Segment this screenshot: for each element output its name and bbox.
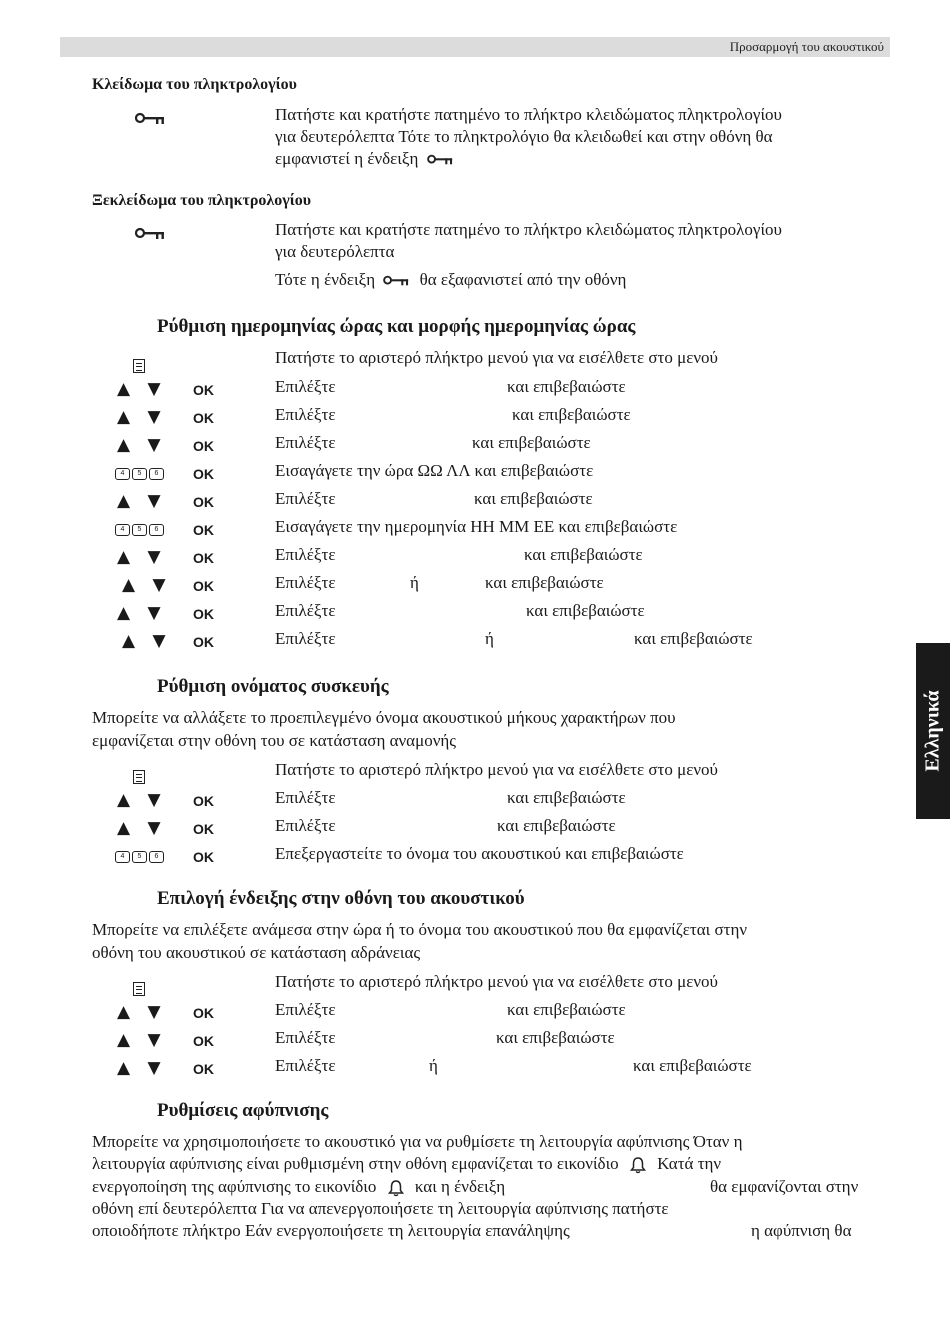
step-select: Επιλέξτε	[275, 816, 336, 835]
key-icon	[135, 112, 167, 126]
step-select: Επιλέξτε	[275, 1056, 336, 1075]
step-select: Επιλέξτε	[275, 573, 336, 592]
display-heading: Επιλογή ένδειξης στην οθόνη του ακουστικού	[157, 888, 525, 909]
display-intro-1: Μπορείτε να επιλέξετε ανάμεσα στην ώρα ή το όνομα του ακουστικού που θα εμφανίζεται στην	[92, 920, 748, 939]
enter-date-text: Εισαγάγετε την ημερομηνία ΗΗ ΜΜ ΕΕ και επιβεβαιώστε	[275, 517, 678, 536]
alarm-p2b: Κατά την	[657, 1154, 722, 1173]
keypad-icon	[115, 851, 164, 863]
lock-line-3-text: εμφανιστεί η ένδειξη	[275, 149, 419, 168]
step-select: Επιλέξτε	[275, 405, 336, 424]
step-or: ή	[429, 1056, 438, 1075]
keypad-key: 5	[132, 851, 147, 863]
alarm-paragraph-line-4: οθόνη επί δευτερόλεπτα Για να απενεργοποιήσετε τη λειτουργία αφύπνισης πατήστε	[92, 1199, 669, 1218]
lock-heading: Κλείδωμα του πληκτρολογίου	[92, 76, 297, 93]
key-icon	[383, 275, 411, 287]
display-intro-2: οθόνη του ακουστικού σε κατάσταση αδράνειας	[92, 943, 421, 962]
step-select: Επιλέξτε	[275, 629, 336, 648]
up-down-arrows-icon: ▲ ▼	[117, 790, 167, 810]
keypad-key: 4	[115, 851, 130, 863]
step-select: Επιλέξτε	[275, 377, 336, 396]
alarm-paragraph-line-1: Μπορείτε να χρησιμοποιήσετε το ακουστικό για να ρυθμίσετε τη λειτουργία αφύπνισης Όταν η	[92, 1132, 743, 1151]
up-down-arrows-icon: ▲ ▼	[117, 1058, 167, 1078]
up-down-arrows-icon: ▲ ▼	[117, 491, 167, 511]
keypad-icon	[115, 468, 164, 480]
up-down-arrows-icon: ▲ ▼	[122, 575, 172, 595]
step-select: Επιλέξτε	[275, 1028, 336, 1047]
alarm-p2a: λειτουργία αφύπνισης είναι ρυθμισμένη στην οθόνη εμφανίζεται το εικονίδιο	[92, 1154, 619, 1173]
ok-key-icon: OK	[193, 410, 214, 426]
keypad-key: 4	[115, 468, 130, 480]
unlock-line-3	[275, 269, 626, 291]
step-confirm: και επιβεβαιώστε	[474, 489, 593, 508]
ok-key-icon: OK	[193, 438, 214, 454]
step-confirm: και επιβεβαιώστε	[507, 788, 626, 807]
lock-line-1: Πατήστε και κρατήστε πατημένο το πλήκτρο κλειδώματος πληκτρολογίου	[275, 105, 782, 124]
step-or: ή	[410, 573, 419, 592]
display-menu-text: Πατήστε το αριστερό πλήκτρο μενού για να εισέλθετε στο μενού	[275, 972, 718, 991]
device-name-heading: Ρύθμιση ονόματος συσκευής	[157, 676, 389, 697]
keypad-key: 4	[115, 524, 130, 536]
lock-line-3	[275, 148, 459, 170]
step-confirm: και επιβεβαιώστε	[633, 1056, 752, 1075]
up-down-arrows-icon: ▲ ▼	[117, 818, 167, 838]
keypad-key: 6	[149, 524, 164, 536]
step-select: Επιλέξτε	[275, 545, 336, 564]
edit-name-text: Επεξεργαστείτε το όνομα του ακουστικού και επιβεβαιώστε	[275, 844, 684, 863]
ok-key-icon: OK	[193, 793, 214, 809]
ok-key-icon: OK	[193, 1061, 214, 1077]
step-select: Επιλέξτε	[275, 433, 336, 452]
alarm-p3b: και η ένδειξη	[414, 1177, 506, 1196]
alarm-p3a: ενεργοποίηση της αφύπνισης το εικονίδιο	[92, 1177, 377, 1196]
ok-key-icon: OK	[193, 578, 214, 594]
ok-key-icon: OK	[193, 821, 214, 837]
unlock-line-1: Πατήστε και κρατήστε πατημένο το πλήκτρο κλειδώματος πληκτρολογίου	[275, 220, 782, 239]
step-confirm: και επιβεβαιώστε	[512, 405, 631, 424]
language-tab	[916, 643, 950, 819]
bell-icon	[387, 1179, 405, 1197]
step-or: ή	[485, 629, 494, 648]
alarm-p3c: θα εμφανίζονται στην	[710, 1177, 859, 1196]
alarm-paragraph-line-2	[92, 1153, 721, 1175]
step-select: Επιλέξτε	[275, 1000, 336, 1019]
step-select: Επιλέξτε	[275, 601, 336, 620]
step-confirm: και επιβεβαιώστε	[526, 601, 645, 620]
language-tab-label: Ελληνικά	[921, 690, 944, 772]
up-down-arrows-icon: ▲ ▼	[117, 603, 167, 623]
menu-icon	[133, 982, 145, 996]
unlock-line-3b: θα εξαφανιστεί από την οθόνη	[419, 270, 627, 289]
step-select: Επιλέξτε	[275, 489, 336, 508]
alarm-paragraph-line-3	[92, 1176, 505, 1198]
keypad-key: 5	[132, 468, 147, 480]
step-confirm: και επιβεβαιώστε	[485, 573, 604, 592]
ok-key-icon: OK	[193, 634, 214, 650]
header-bar	[60, 37, 890, 57]
lock-line-2: για δευτερόλεπτα Τότε το πληκτρολόγιο θα κλειδωθεί και στην οθόνη θα	[275, 127, 773, 146]
alarm-paragraph-line-5: οποιοδήποτε πλήκτρο Εάν ενεργοποιήσετε τη λειτουργία επανάληψης	[92, 1221, 570, 1240]
datetime-menu-text: Πατήστε το αριστερό πλήκτρο μενού για να εισέλθετε στο μενού	[275, 348, 718, 367]
unlock-line-2: για δευτερόλεπτα	[275, 242, 395, 261]
alarm-p5b: η αφύπνιση θα	[751, 1221, 852, 1240]
menu-icon	[133, 770, 145, 784]
step-confirm: και επιβεβαιώστε	[507, 1000, 626, 1019]
step-confirm: και επιβεβαιώστε	[507, 377, 626, 396]
key-icon	[135, 227, 167, 241]
ok-key-icon: OK	[193, 849, 214, 865]
keypad-key: 6	[149, 851, 164, 863]
key-icon	[427, 154, 455, 166]
up-down-arrows-icon: ▲ ▼	[117, 435, 167, 455]
alarm-heading: Ρυθμίσεις αφύπνισης	[157, 1100, 329, 1121]
ok-key-icon: OK	[193, 606, 214, 622]
ok-key-icon: OK	[193, 1033, 214, 1049]
step-confirm: και επιβεβαιώστε	[497, 816, 616, 835]
step-select: Επιλέξτε	[275, 788, 336, 807]
up-down-arrows-icon: ▲ ▼	[122, 631, 172, 651]
step-confirm: και επιβεβαιώστε	[472, 433, 591, 452]
step-confirm: και επιβεβαιώστε	[496, 1028, 615, 1047]
device-name-intro-2: εμφανίζεται στην οθόνη του σε κατάσταση αναμονής	[92, 731, 457, 750]
enter-time-text: Εισαγάγετε την ώρα ΩΩ ΛΛ και επιβεβαιώστε	[275, 461, 594, 480]
menu-icon	[133, 359, 145, 373]
ok-key-icon: OK	[193, 494, 214, 510]
up-down-arrows-icon: ▲ ▼	[117, 1002, 167, 1022]
step-confirm: και επιβεβαιώστε	[524, 545, 643, 564]
bell-icon	[629, 1156, 647, 1174]
device-name-intro-1: Μπορείτε να αλλάξετε το προεπιλεγμένο όνομα ακουστικού μήκους χαρακτήρων που	[92, 708, 676, 727]
ok-key-icon: OK	[193, 382, 214, 398]
header-title: Προσαρμογή του ακουστικού	[729, 39, 884, 54]
unlock-heading: Ξεκλείδωμα του πληκτρολογίου	[92, 192, 312, 209]
keypad-key: 6	[149, 468, 164, 480]
up-down-arrows-icon: ▲ ▼	[117, 407, 167, 427]
up-down-arrows-icon: ▲ ▼	[117, 1030, 167, 1050]
ok-key-icon: OK	[193, 1005, 214, 1021]
device-name-menu-text: Πατήστε το αριστερό πλήκτρο μενού για να εισέλθετε στο μενού	[275, 760, 718, 779]
keypad-icon	[115, 524, 164, 536]
up-down-arrows-icon: ▲ ▼	[117, 547, 167, 567]
keypad-key: 5	[132, 524, 147, 536]
ok-key-icon: OK	[193, 522, 214, 538]
step-confirm: και επιβεβαιώστε	[634, 629, 753, 648]
up-down-arrows-icon: ▲ ▼	[117, 379, 167, 399]
ok-key-icon: OK	[193, 550, 214, 566]
unlock-line-3a: Τότε η ένδειξη	[275, 270, 376, 289]
datetime-heading: Ρύθμιση ημερομηνίας ώρας και μορφής ημερομηνίας ώρας	[157, 316, 636, 337]
ok-key-icon: OK	[193, 466, 214, 482]
